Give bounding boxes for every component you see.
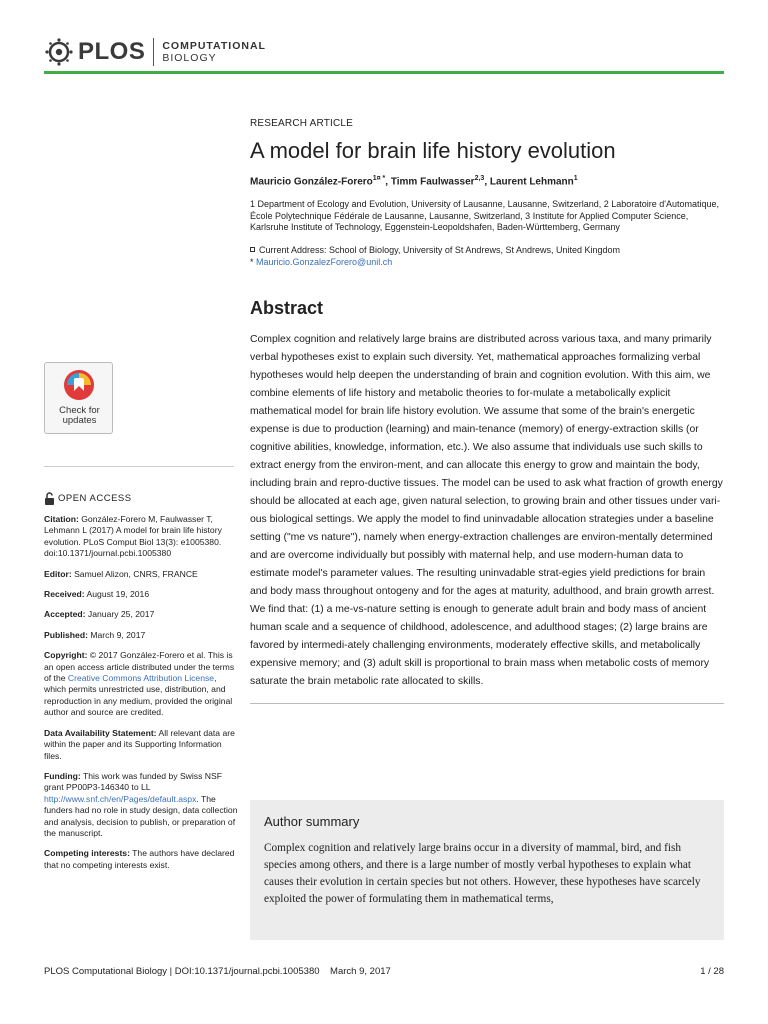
footer-citation: PLOS Computational Biology | DOI:10.1371/journal.pcbi.1005380 March 9, 2017 xyxy=(44,966,391,977)
current-address-marker-icon xyxy=(250,247,255,252)
email-prefix: * xyxy=(250,256,257,267)
editor-text: Samuel Alizon, CNRS, FRANCE xyxy=(71,568,198,579)
header-rule xyxy=(44,71,724,74)
sidebar-rule xyxy=(44,466,234,467)
funding-text-b: . The funders had no role in study design, data collection and analysis, decision to publish, or preparation of the manuscript. xyxy=(44,793,238,838)
cc-license-link[interactable]: Creative Commons Attribution License xyxy=(67,673,215,684)
logo-divider xyxy=(153,38,154,66)
received-block xyxy=(44,589,239,600)
open-access-label xyxy=(44,492,239,505)
page-footer xyxy=(44,966,724,977)
author-name[interactable]: Mauricio González-Forero xyxy=(250,176,373,188)
competing-interests-label: Competing interests: xyxy=(44,848,130,859)
received-date: August 19, 2016 xyxy=(84,589,150,600)
copyright-text-b: , which permits unrestricted use, distribution, and reproduction in any medium, provided the original author and source are credited. xyxy=(44,673,233,718)
journal-name-line2: BIOLOGY xyxy=(162,52,217,64)
author-separator: , xyxy=(484,176,490,188)
open-lock-icon xyxy=(44,492,55,505)
funding-link[interactable]: http://www.snf.ch/en/Pages/default.aspx xyxy=(44,793,197,804)
competing-interests-block xyxy=(44,848,239,871)
accepted-label: Accepted: xyxy=(44,609,86,620)
journal-name xyxy=(162,40,266,64)
journal-header xyxy=(44,32,266,72)
current-address-block xyxy=(250,244,724,268)
abstract-rule xyxy=(250,703,724,704)
copyright-block xyxy=(44,650,239,718)
data-availability-block xyxy=(44,728,239,762)
article-title: A model for brain life history evolution xyxy=(250,138,616,163)
author-affil-sup: 2,3 xyxy=(474,175,485,182)
copyright-label: Copyright: xyxy=(44,650,88,661)
published-date: March 9, 2017 xyxy=(87,629,146,640)
author-affil-sup: 1 xyxy=(573,175,578,182)
email-link[interactable]: Mauricio.GonzalezForero@unil.ch xyxy=(256,256,393,267)
accepted-block xyxy=(44,609,239,620)
author-affil-sup: 1¤ * xyxy=(372,175,386,182)
author-summary-box xyxy=(250,800,724,940)
article-main xyxy=(250,118,724,704)
editor-label: Editor: xyxy=(44,568,72,579)
accepted-date: January 25, 2017 xyxy=(85,609,155,620)
abstract-text: Complex cognition and relatively large brains are distributed across various taxa, and many primarily verbal hypotheses exist to explain such diversity. Yet, mathematical approaches formalizing verbal hypotheses would help deepen the understanding of brain and cognition evolution. With this aim, we combine elements of life history and metabolic theories to for-mulate a metabolically explicit mathematical model for brain life history evolution. We assume that some of the brain's energetic expense is due to production (learning) and main-tenance (memory) of energy-extraction skills (or cognitive abilities, knowledge, information, etc.). We also assume that individuals use such skills to extract energy from the environ-ment, and can allocate this energy to grow and maintain the body, including brain and repro-ductive tissues. The model can be used to ask what fraction of growth energy should be allocated at each age, given natural selection, to growing brain and other tissues under vari-ous biological settings. We apply the model to find uninvadable allocation strategies under a baseline setting ("me vs nature"), namely when energy-extraction challenges are environ-mentally determined and are overcome individually but possibly with maternal help, and use modern-human data to estimate model's parameter values. The resulting uninvadable strat-egies yield predictions for brain and body mass throughout ontogeny and for the ages at maturity, adulthood, and brain growth arrest. We find that: (1) a me-vs-nature setting is enough to generate adult brain and body mass of ancient human scale and a sequence of childhood, adolescence, and adulthood stages; (2) large brains are favored by intermedi-ately challenging environments, moderately effective skills, and metabolically expensive memory; and (3) adult skill is proportional to brain mass when metabolic costs of memory saturate the brain metabolic rate allocated to skills. xyxy=(250,333,723,687)
badge-line2: updates xyxy=(62,415,97,426)
citation-label: Citation: xyxy=(44,514,79,524)
page-number: 1 / 28 xyxy=(700,966,724,977)
copyright-text-a: © 2017 González-Forero et al. This is an open access article distributed under the terms of the xyxy=(44,650,235,684)
citation-text: González-Forero M, Faulwasser T, Lehmann L (2017) A model for brain life history evolution. PLoS Comput Biol 13(3): e1005380. doi:10.1371/journal.pcbi.1005380 xyxy=(44,514,222,559)
journal-name-line1: COMPUTATIONAL xyxy=(162,40,266,52)
funding-label: Funding: xyxy=(44,770,81,781)
competing-interests-text: The authors have declared that no competing interests exist. xyxy=(44,848,235,870)
published-label: Published: xyxy=(44,629,88,640)
abstract-heading: Abstract xyxy=(250,297,324,318)
article-type: RESEARCH ARTICLE xyxy=(250,118,354,129)
open-access-text: OPEN ACCESS xyxy=(58,492,132,504)
author-summary-text: Complex cognition and relatively large brains occur in a diversity of mammal, bird, and fish species among others, and there is a large number of mostly verbal hypotheses to explain what causes their evolution in certain species but not others. However, these hypotheses have scarcely exploited the power of formulating them in mathematical terms, xyxy=(264,842,701,905)
crossmark-icon xyxy=(63,369,95,401)
plos-wordmark: PLOS xyxy=(78,38,146,65)
editor-block xyxy=(44,569,239,580)
author-name[interactable]: Timm Faulwasser xyxy=(390,176,475,188)
funding-block xyxy=(44,771,239,839)
author-name[interactable]: Laurent Lehmann xyxy=(489,176,574,188)
received-label: Received: xyxy=(44,589,85,600)
current-address-text: Current Address: School of Biology, University of St Andrews, St Andrews, United Kingdom xyxy=(259,244,621,255)
badge-line1: Check for xyxy=(59,405,100,416)
check-for-updates-label xyxy=(45,406,114,426)
affiliations: 1 Department of Ecology and Evolution, University of Lausanne, Lausanne, Switzerland, 2 Laboratoire d'Automatique, École Polytechnique Fédérale de Lausanne, Lausanne, Switzerland, 3 Institute for Applied Computer Science, Karlsruhe Institute of Technology, Eggenstein-Leopoldshafen, Baden-Württemberg, Germany xyxy=(250,199,720,233)
author-summary-heading: Author summary xyxy=(264,814,360,829)
citation-block xyxy=(44,514,239,560)
published-block xyxy=(44,630,239,641)
plos-logo-icon xyxy=(44,37,74,67)
author-separator: , xyxy=(385,176,391,188)
data-availability-label: Data Availability Statement: xyxy=(44,727,157,738)
check-for-updates-badge[interactable] xyxy=(44,362,113,434)
data-availability-text: All relevant data are within the paper and its Supporting Information files. xyxy=(44,727,235,761)
author-list xyxy=(250,175,724,187)
current-address xyxy=(250,244,724,256)
corresponding-email xyxy=(250,256,724,268)
funding-text-a: This work was funded by Swiss NSF grant PP00P3-146340 to LL xyxy=(44,770,222,793)
article-sidebar xyxy=(44,492,239,880)
